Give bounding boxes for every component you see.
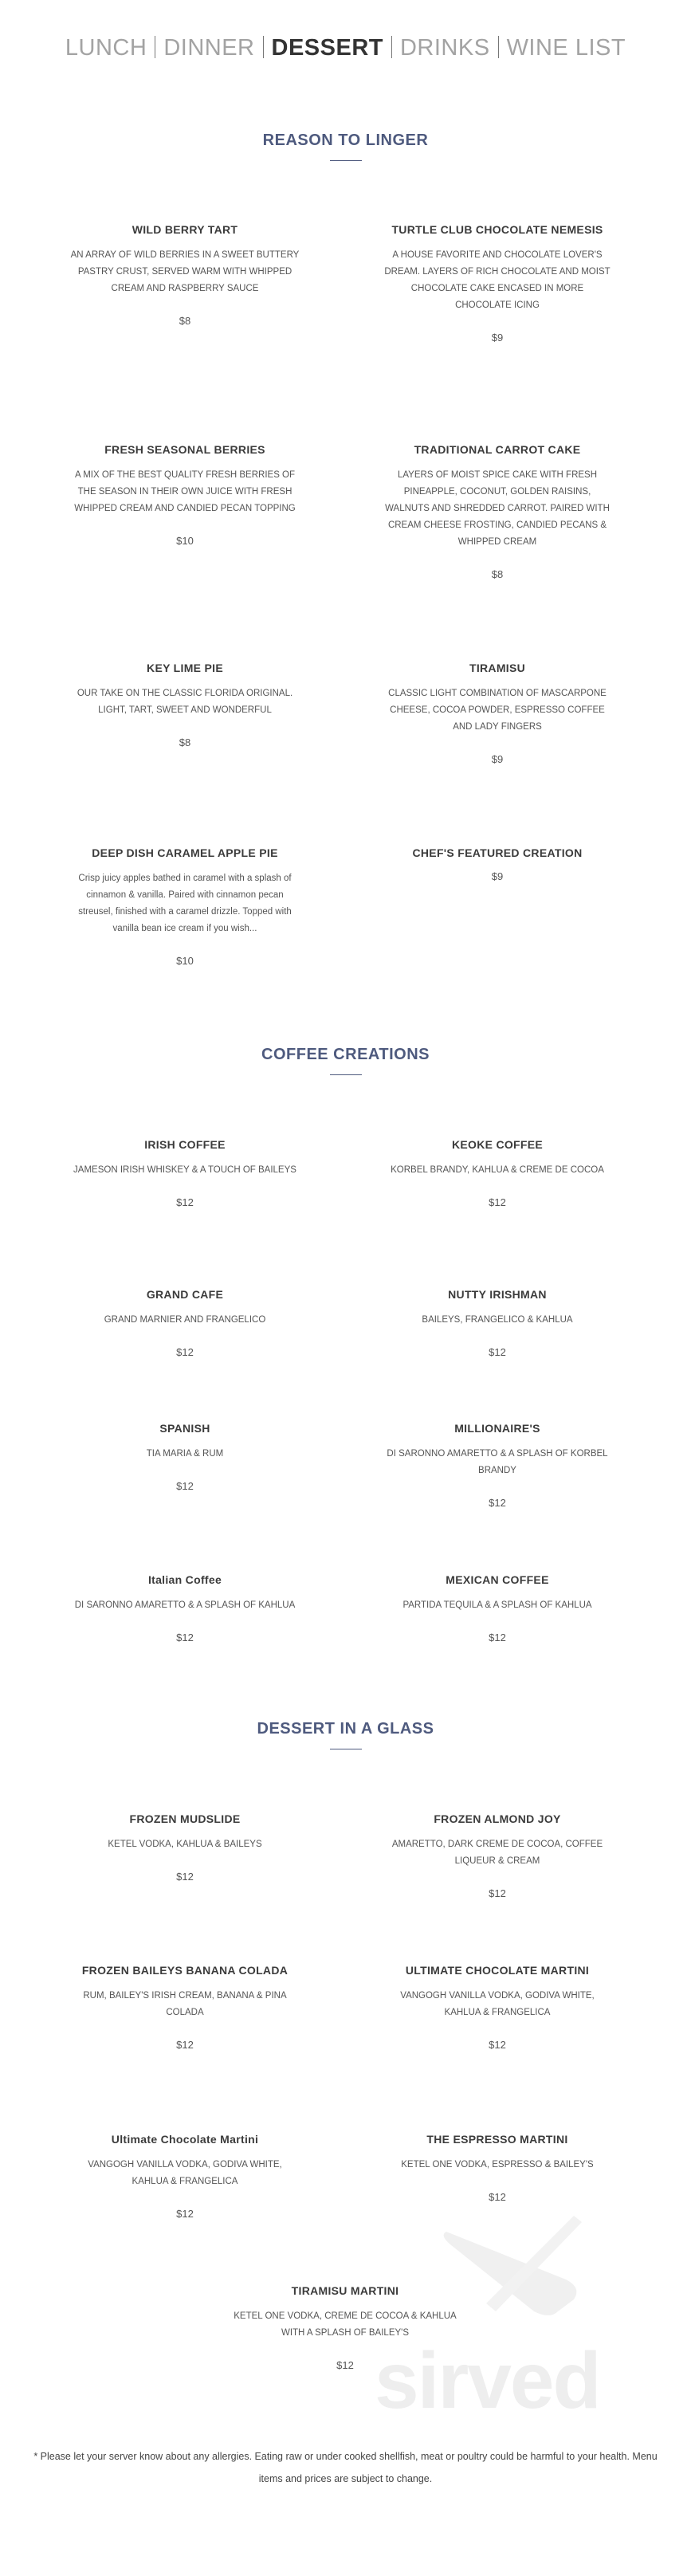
item-price: $9 bbox=[491, 870, 504, 882]
item-description: KETEL VODKA, KAHLUA & BAILEYS bbox=[108, 1840, 262, 1849]
item-name: TRADITIONAL CARROT CAKE bbox=[414, 443, 581, 456]
item-description: Crisp juicy apples bathed in caramel with a splash of cinnamon & vanilla. Paired with cinnamon pecan streusel, finished with a caramel drizzle. Topped with vanilla bean ice cream if you wish... bbox=[78, 874, 292, 933]
menu-item bbox=[69, 843, 300, 967]
item-price: $12 bbox=[489, 2191, 506, 2203]
nav-separator bbox=[263, 36, 264, 58]
menu-item bbox=[382, 220, 613, 344]
item-name: MEXICAN COFFEE bbox=[446, 1573, 549, 1586]
sirved-logo-icon bbox=[438, 2200, 598, 2335]
item-name: TIRAMISU bbox=[469, 662, 526, 674]
item-name: TIRAMISU MARTINI bbox=[291, 2284, 399, 2297]
nav-lunch[interactable]: LUNCH bbox=[65, 35, 147, 61]
item-description: VANGOGH VANILLA VODKA, GODIVA WHITE, KAHLUA & FRANGELICA bbox=[400, 1991, 595, 2017]
item-price: $12 bbox=[489, 2039, 506, 2051]
menu-item bbox=[382, 1570, 613, 1643]
item-price: $8 bbox=[179, 315, 191, 327]
section-title: DESSERT IN A GLASS bbox=[257, 1720, 434, 1738]
item-name: ULTIMATE CHOCOLATE MARTINI bbox=[405, 1964, 590, 1977]
item-price: $12 bbox=[176, 2208, 194, 2220]
menu-item bbox=[69, 658, 300, 748]
menu-item bbox=[69, 220, 300, 327]
item-description: VANGOGH VANILLA VODKA, GODIVA WHITE, KAHLUA & FRANGELICA bbox=[88, 2160, 282, 2186]
item-price: $12 bbox=[336, 2359, 354, 2371]
item-name: TURTLE CLUB CHOCOLATE NEMESIS bbox=[391, 223, 603, 236]
menu-item bbox=[69, 1809, 300, 1883]
item-description: A HOUSE FAVORITE AND CHOCOLATE LOVER'S DREAM. LAYERS OF RICH CHOCOLATE AND MOIST CHOCOLATE CAKE ENCASED IN MORE CHOCOLATE ICING bbox=[384, 250, 611, 310]
menu-item bbox=[69, 1570, 300, 1643]
item-price: $12 bbox=[489, 1346, 506, 1358]
item-description: OUR TAKE ON THE CLASSIC FLORIDA ORIGINAL. LIGHT, TART, SWEET AND WONDERFUL bbox=[77, 689, 293, 715]
item-name: FROZEN BAILEYS BANANA COLADA bbox=[81, 1964, 289, 1977]
item-price: $9 bbox=[491, 753, 504, 765]
item-price: $10 bbox=[176, 955, 194, 967]
item-price: $12 bbox=[489, 1632, 506, 1643]
item-name: FROZEN MUDSLIDE bbox=[129, 1812, 241, 1825]
item-price: $12 bbox=[176, 1346, 194, 1358]
nav-separator bbox=[391, 36, 392, 58]
menu-item bbox=[69, 1419, 300, 1492]
item-description: CLASSIC LIGHT COMBINATION OF MASCARPONE CHEESE, COCOA POWDER, ESPRESSO COFFEE AND LADY FINGERS bbox=[388, 689, 607, 732]
item-description: AMARETTO, DARK CREME DE COCOA, COFFEE LIQUEUR & CREAM bbox=[391, 1840, 603, 1866]
item-description: TIA MARIA & RUM bbox=[146, 1449, 224, 1459]
menu-item bbox=[382, 843, 613, 882]
nav-dessert[interactable]: DESSERT bbox=[271, 35, 383, 61]
menu-nav bbox=[0, 35, 691, 61]
item-name: DEEP DISH CARAMEL APPLE PIE bbox=[92, 846, 278, 859]
footer-disclaimer: * Please let your server know about any allergies. Eating raw or under cooked shellfish, meat or poultry could be harmful to your health. Menu items and prices are subject to change. bbox=[33, 2451, 658, 2484]
item-name: THE ESPRESSO MARTINI bbox=[426, 2133, 568, 2146]
item-name: Italian Coffee bbox=[147, 1573, 222, 1586]
item-price: $12 bbox=[489, 1887, 506, 1899]
menu-item bbox=[382, 1285, 613, 1358]
nav-drinks[interactable]: DRINKS bbox=[399, 35, 490, 61]
item-description: DI SARONNO AMARETTO & A SPLASH OF KORBEL BRANDY bbox=[387, 1449, 608, 1475]
item-price: $12 bbox=[489, 1497, 506, 1509]
item-description: RUM, BAILEY'S IRISH CREAM, BANANA & PINA COLADA bbox=[83, 1991, 287, 2017]
item-description: AN ARRAY OF WILD BERRIES IN A SWEET BUTTERY PASTRY CRUST, SERVED WARM WITH WHIPPED CREAM AND RASPBERRY SAUCE bbox=[70, 250, 300, 293]
item-name: IRISH COFFEE bbox=[144, 1138, 226, 1151]
item-name: KEOKE COFFEE bbox=[451, 1138, 544, 1151]
nav-dinner[interactable]: DINNER bbox=[163, 35, 255, 61]
item-price: $12 bbox=[489, 1196, 506, 1208]
item-name: SPANISH bbox=[159, 1422, 210, 1435]
menu-item bbox=[382, 1419, 613, 1509]
sirved-watermark: sirved bbox=[375, 2336, 600, 2425]
menu-item bbox=[69, 1285, 300, 1358]
item-price: $9 bbox=[491, 332, 504, 344]
section-title: COFFEE CREATIONS bbox=[261, 1046, 430, 1063]
section-title: REASON TO LINGER bbox=[262, 132, 429, 149]
menu-item bbox=[382, 1961, 613, 2051]
item-price: $8 bbox=[491, 568, 504, 580]
menu-item bbox=[69, 440, 300, 547]
menu-item bbox=[382, 658, 613, 765]
menu-item bbox=[382, 1135, 613, 1208]
item-name: KEY LIME PIE bbox=[147, 662, 223, 674]
item-name: FRESH SEASONAL BERRIES bbox=[104, 443, 265, 456]
item-description: DI SARONNO AMARETTO & A SPLASH OF KAHLUA bbox=[74, 1600, 296, 1610]
item-price: $12 bbox=[176, 1871, 194, 1883]
item-description: LAYERS OF MOIST SPICE CAKE WITH FRESH PINEAPPLE, COCONUT, GOLDEN RAISINS, WALNUTS AND SHREDDED CARROT. PAIRED WITH CREAM CHEESE FROSTING, CANDIED PECANS & WHIPPED CREAM bbox=[385, 470, 610, 547]
menu-item bbox=[69, 1961, 300, 2051]
item-description: JAMESON IRISH WHISKEY & A TOUCH OF BAILEYS bbox=[73, 1165, 296, 1175]
menu-item bbox=[382, 2130, 613, 2203]
item-price: $12 bbox=[176, 1480, 194, 1492]
item-description: KORBEL BRANDY, KAHLUA & CREME DE COCOA bbox=[391, 1165, 604, 1175]
item-name: NUTTY IRISHMAN bbox=[448, 1288, 547, 1301]
item-description: BAILEYS, FRANGELICO & KAHLUA bbox=[422, 1315, 573, 1325]
item-description: PARTIDA TEQUILA & A SPLASH OF KAHLUA bbox=[402, 1600, 592, 1610]
section-divider bbox=[330, 1074, 362, 1075]
item-description: KETEL ONE VODKA, ESPRESSO & BAILEY'S bbox=[401, 2160, 594, 2170]
item-description: GRAND MARNIER AND FRANGELICO bbox=[104, 1315, 266, 1325]
item-name: MILLIONAIRE'S bbox=[454, 1422, 540, 1435]
item-name: GRAND CAFE bbox=[146, 1288, 224, 1301]
nav-wine-list[interactable]: WINE LIST bbox=[506, 35, 626, 61]
nav-separator bbox=[498, 36, 499, 58]
menu-item bbox=[382, 440, 613, 580]
menu-item bbox=[382, 1809, 613, 1899]
section-divider bbox=[330, 160, 362, 161]
item-price: $10 bbox=[176, 535, 194, 547]
item-name: FROZEN ALMOND JOY bbox=[434, 1812, 561, 1825]
item-name: Ultimate Chocolate Martini bbox=[111, 2133, 259, 2146]
item-price: $12 bbox=[176, 1196, 194, 1208]
item-description: A MIX OF THE BEST QUALITY FRESH BERRIES OF THE SEASON IN THEIR OWN JUICE WITH FRESH WHIPPED CREAM AND CANDIED PECAN TOPPING bbox=[74, 470, 296, 513]
item-name: WILD BERRY TART bbox=[132, 223, 238, 236]
item-description: KETEL ONE VODKA, CREME DE COCOA & KAHLUA WITH A SPLASH OF BAILEY'S bbox=[234, 2311, 457, 2338]
menu-item bbox=[69, 2130, 300, 2220]
item-price: $12 bbox=[176, 1632, 194, 1643]
item-name: CHEF'S FEATURED CREATION bbox=[412, 846, 583, 859]
item-price: $12 bbox=[176, 2039, 194, 2051]
item-price: $8 bbox=[179, 736, 191, 748]
menu-item bbox=[69, 1135, 300, 1208]
